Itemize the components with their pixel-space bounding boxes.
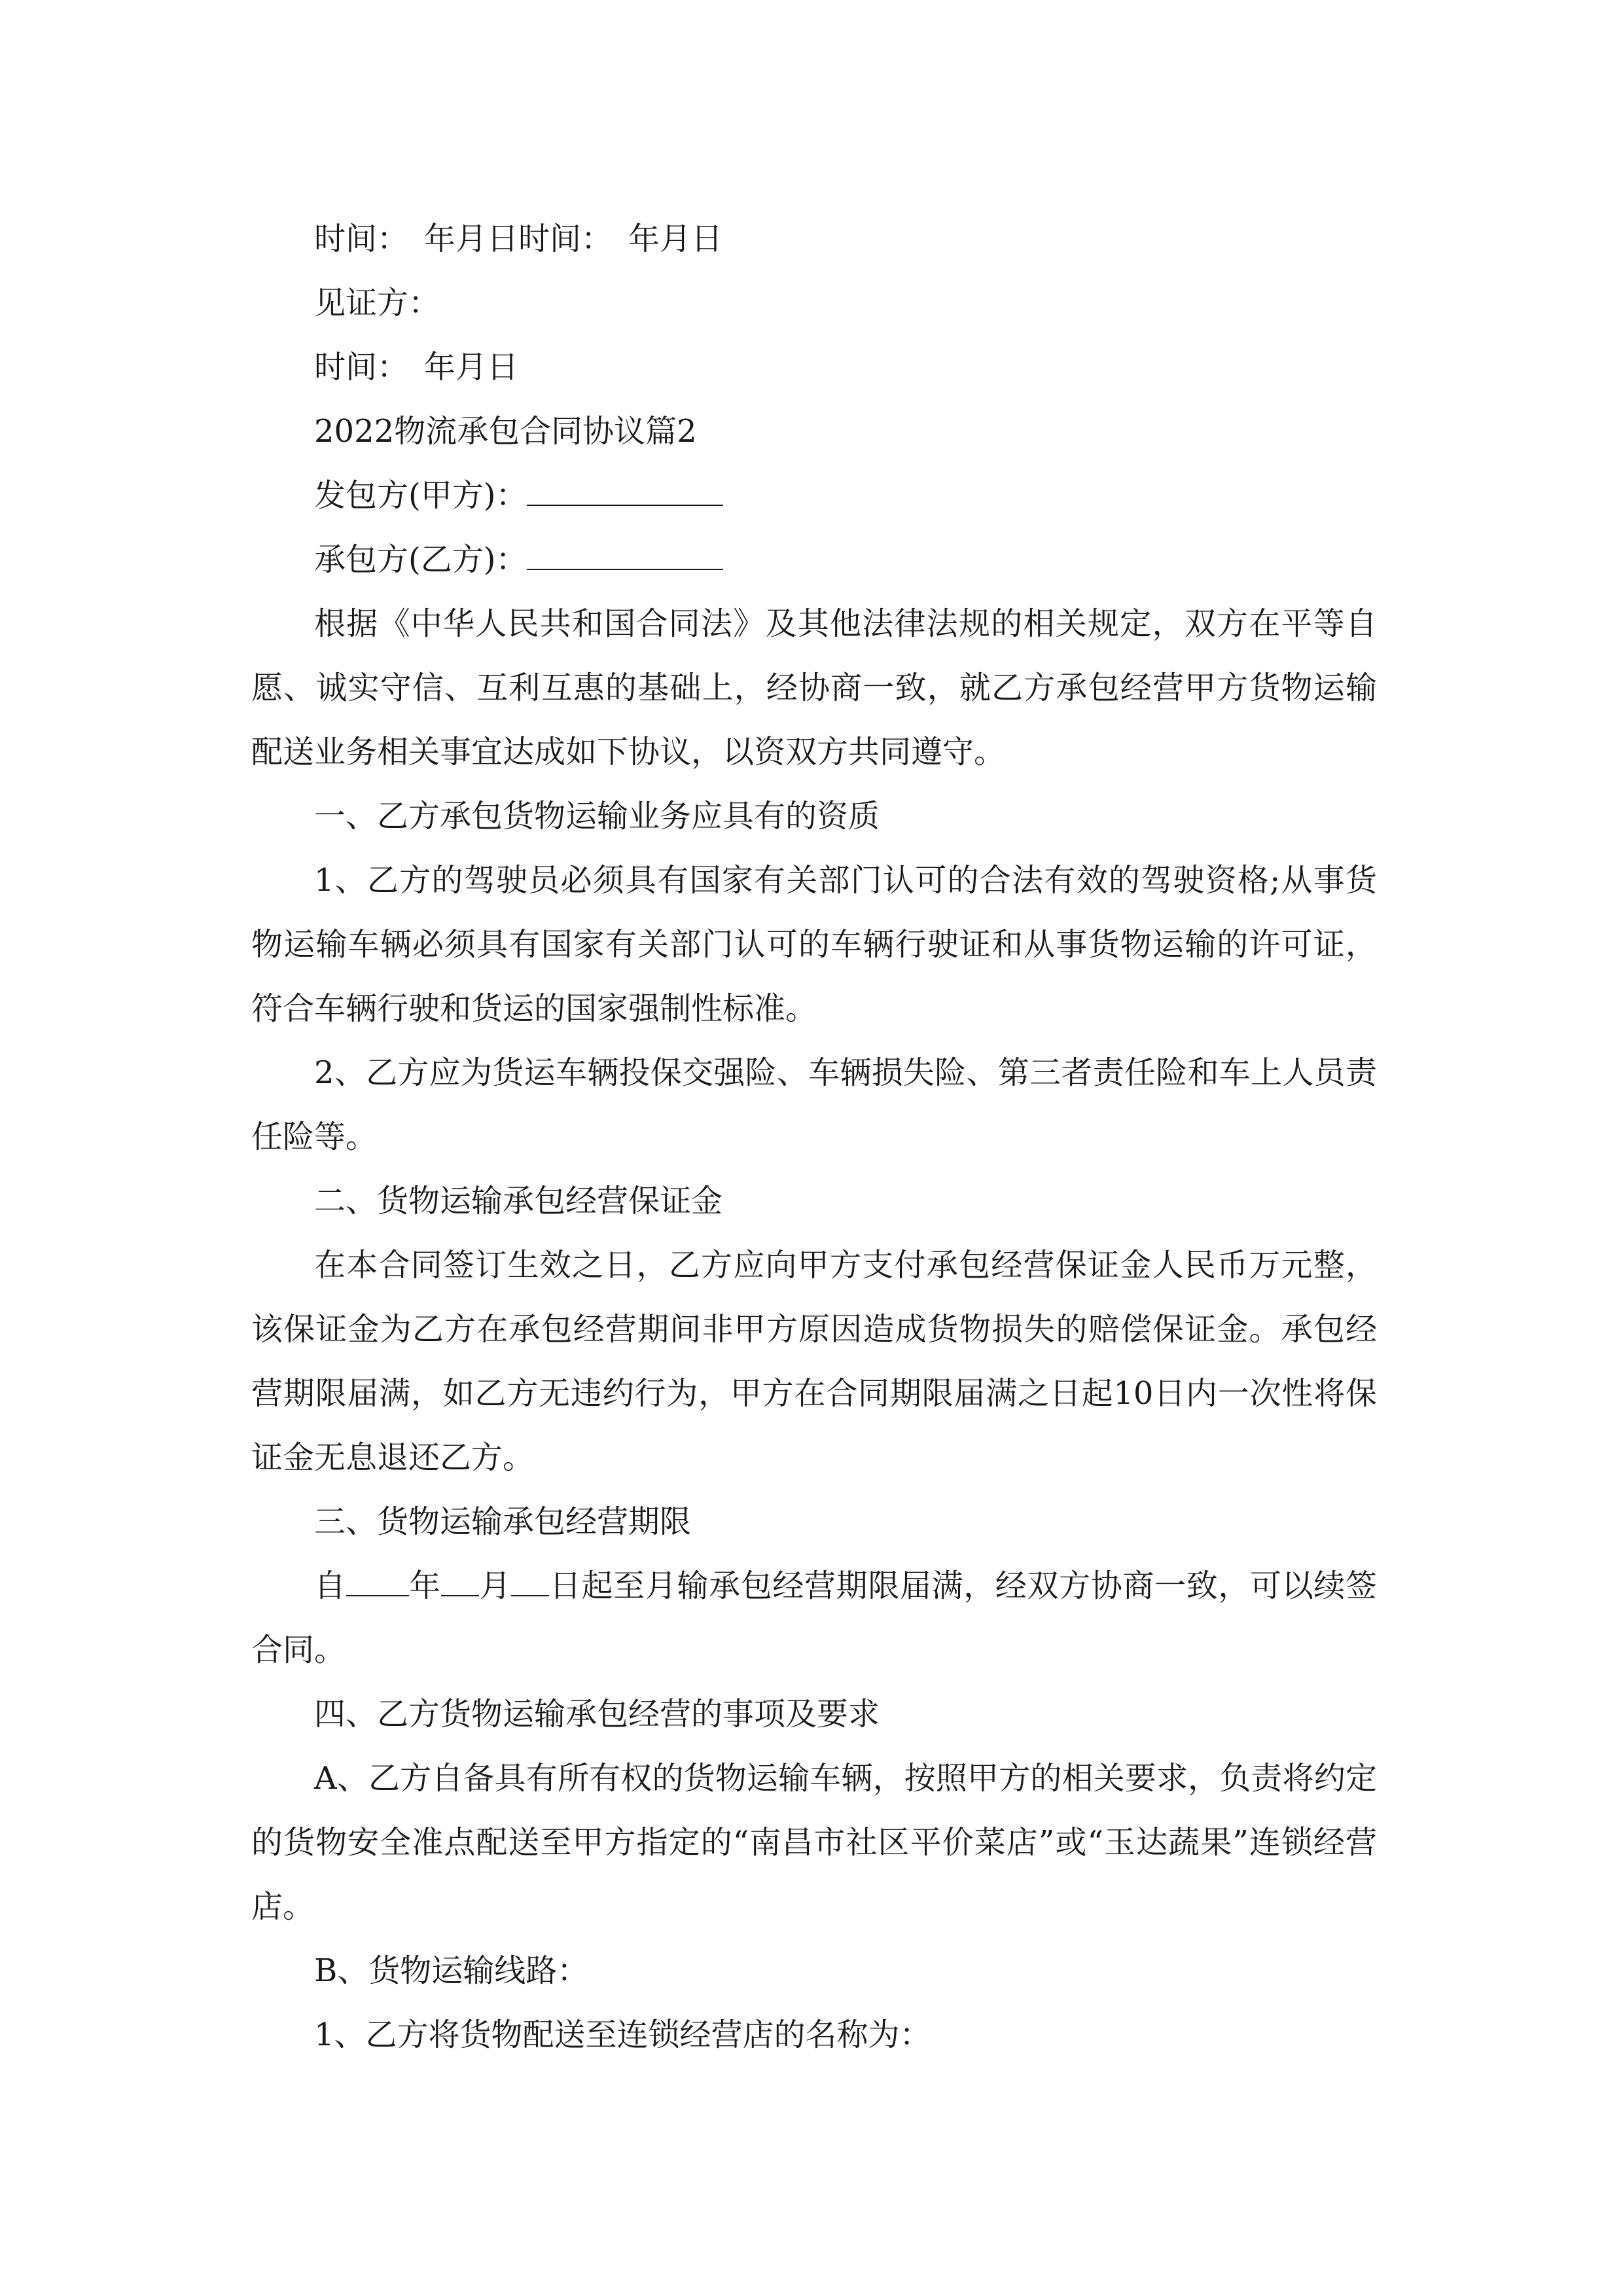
section-4-item-b: B、货物运输线路： bbox=[314, 1952, 589, 1989]
section-4-title: 四、乙方货物运输承包经营的事项及要求 bbox=[314, 1696, 880, 1732]
time-label: 时间： bbox=[314, 221, 409, 257]
preamble-paragraph: 根据《中华人民共和国合同法》及其他法律法规的相关规定，双方在平等自愿、诚实守信、互利互惠的基础上，经协商一致，就乙方承包经营甲方货物运输配送业务相关事宜达成如下协议，以资双方共同遵守。 bbox=[251, 605, 1377, 770]
document-body bbox=[251, 207, 1377, 2067]
party-b-label: 承包方(乙方)： bbox=[314, 541, 527, 578]
month-label: 月 bbox=[478, 1568, 512, 1604]
witness-time-row bbox=[251, 335, 1377, 399]
year-blank bbox=[346, 1557, 409, 1596]
party-a-blank bbox=[527, 467, 723, 506]
section-4-item-a: A、乙方自备具有所有权的货物运输车辆，按照甲方的相关要求，负责将约定的货物安全准点配送至甲方指定的“南昌市社区平价菜店”或“玉达蔬果”连锁经营店。 bbox=[251, 1760, 1377, 1925]
contract-heading: 2022物流承包合同协议篇2 bbox=[314, 413, 697, 450]
section-2-title: 二、货物运输承包经营保证金 bbox=[314, 1183, 723, 1219]
party-a-label: 发包方(甲方)： bbox=[314, 477, 527, 514]
signature-time-row bbox=[251, 207, 1377, 271]
section-1-item-1: 1、乙方的驾驶员必须具有国家有关部门认可的合法有效的驾驶资格;从事货物运输车辆必须具有国家有关部门认可的车辆行驶证和从事货物运输的许可证，符合车辆行驶和货运的国家强制性标准。 bbox=[251, 862, 1377, 1027]
year-label: 年 bbox=[408, 1568, 441, 1604]
date-label: 年月日 bbox=[628, 221, 723, 257]
from-label: 自 bbox=[314, 1568, 346, 1604]
time-label: 时间： bbox=[314, 349, 409, 386]
date-time-label: 年月日时间： bbox=[424, 221, 613, 257]
section-3-body bbox=[251, 1554, 1377, 1682]
day-blank bbox=[511, 1557, 549, 1596]
section-3-title: 三、货物运输承包经营期限 bbox=[314, 1503, 692, 1540]
section-1-title: 一、乙方承包货物运输业务应具有的资质 bbox=[314, 798, 880, 834]
section-2-body: 在本合同签订生效之日，乙方应向甲方支付承包经营保证金人民币万元整，该保证金为乙方在承包经营期间非甲方原因造成货物损失的赔偿保证金。承包经营期限届满，如乙方无违约行为，甲方在合同期限届满之日起10日内一次性将保证金无息退还乙方。 bbox=[251, 1247, 1377, 1476]
term-text: 日起至月输承包经营期限届满，经双方协商一致，可以续签合同。 bbox=[251, 1568, 1377, 1668]
party-a-row bbox=[251, 463, 1377, 528]
party-b-row bbox=[251, 528, 1377, 592]
section-1-item-2: 2、乙方应为货运车辆投保交强险、车辆损失险、第三者责任险和车上人员责任险等。 bbox=[251, 1054, 1377, 1155]
section-4-item-b1: 1、乙方将货物配送至连锁经营店的名称为： bbox=[314, 2017, 931, 2053]
party-b-blank bbox=[527, 531, 723, 570]
date-label: 年月日 bbox=[424, 349, 519, 386]
month-blank bbox=[441, 1557, 479, 1596]
witness-label: 见证方： bbox=[314, 285, 440, 321]
